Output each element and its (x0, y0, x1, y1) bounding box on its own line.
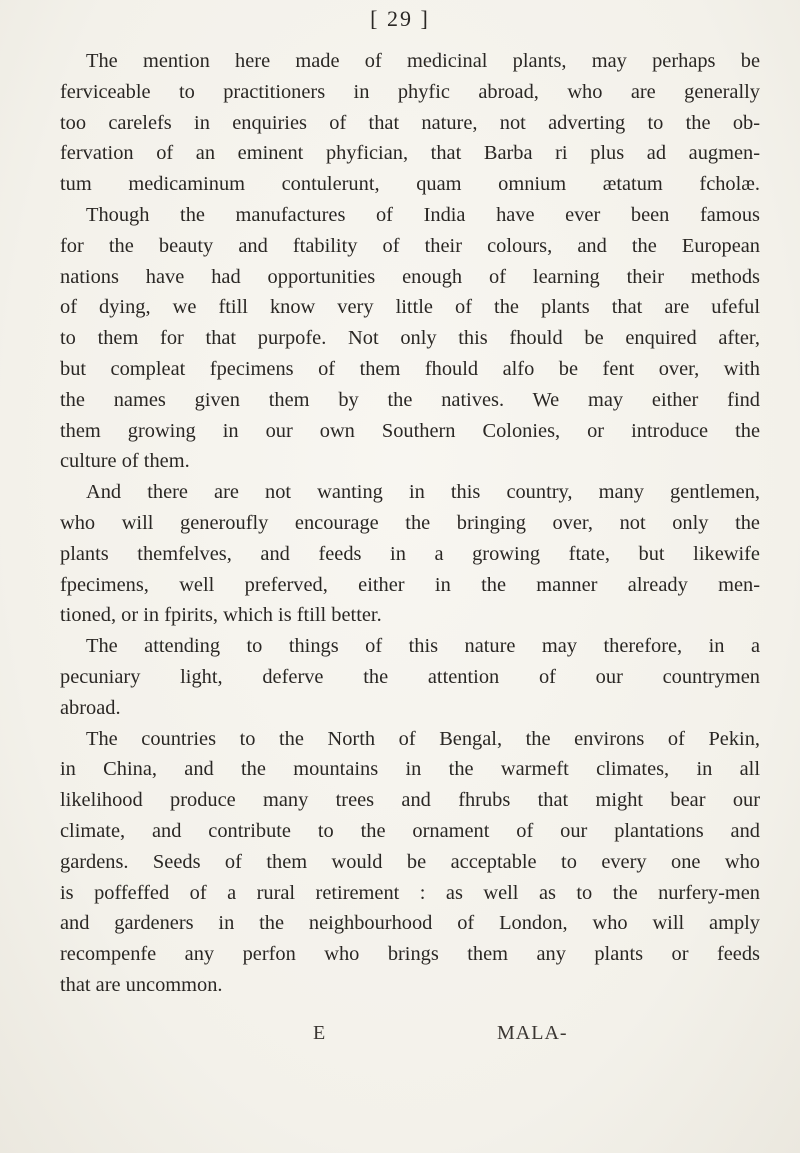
text-line: in China, and the mountains in the warmeft climates, in all (60, 758, 760, 781)
text-line: The attending to things of this nature may therefore, in a (86, 635, 760, 658)
page-number: [ 29 ] (370, 6, 430, 31)
text-line: to them for that purpofe. Not only this fhould be enquired after, (60, 327, 760, 350)
text-line: for the beauty and ftability of their colours, and the European (60, 234, 760, 257)
text-line: climate, and contribute to the ornament of our plantations and (60, 819, 760, 842)
text-line: gardens. Seeds of them would be acceptable to every one who (60, 850, 760, 873)
text-line: ferviceable to practitioners in phyfic abroad, who are generally (60, 80, 760, 103)
text-line: culture of them. (60, 450, 190, 473)
text-line: who will generoufly encourage the bringing over, not only the (60, 511, 760, 534)
text-line: tioned, or in fpirits, which is ftill better. (60, 604, 382, 627)
catchword: MALA- (497, 1022, 568, 1044)
text-line: them growing in our own Southern Colonies, or introduce the (60, 419, 760, 442)
text-line: Though the manufactures of India have ever been famous (86, 203, 760, 226)
text-line: is poffeffed of a rural retirement : as well as to the nurfery-men (60, 881, 760, 904)
text-line: fpecimens, well preferved, either in the manner already men- (60, 573, 760, 596)
text-line: And there are not wanting in this country, many gentlemen, (86, 481, 760, 504)
text-line: The countries to the North of Bengal, the environs of Pekin, (86, 727, 760, 750)
text-line: abroad. (60, 696, 121, 719)
text-line: recompenfe any perfon who brings them any plants or feeds (60, 943, 760, 966)
text-line: that are uncommon. (60, 973, 223, 996)
text-line: tum medicaminum contulerunt, quam omnium ætatum fcholæ. (60, 173, 760, 196)
text-line: too carelefs in enquiries of that nature, not adverting to the ob- (60, 111, 760, 134)
text-line: pecuniary light, deferve the attention of our countrymen (60, 665, 760, 688)
text-line: nations have had opportunities enough of learning their methods (60, 265, 760, 288)
catchwords (0, 1022, 800, 1052)
text-line: of dying, we ftill know very little of the plants that are ufeful (60, 296, 760, 319)
body-text (60, 46, 760, 1001)
text-line: the names given them by the natives. We may either find (60, 388, 760, 411)
text-line: likelihood produce many trees and fhrubs that might bear our (60, 789, 760, 812)
text-line: but compleat fpecimens of them fhould alfo be fent over, with (60, 357, 760, 380)
signature-mark: E (313, 1022, 326, 1044)
text-line: fervation of an eminent phyfician, that Barba ri plus ad augmen- (60, 142, 760, 165)
text-line: and gardeners in the neighbourhood of London, who will amply (60, 912, 760, 935)
text-line: plants themfelves, and feeds in a growing ftate, but likewife (60, 542, 760, 565)
text-line: The mention here made of medicinal plants, may perhaps be (86, 50, 760, 72)
